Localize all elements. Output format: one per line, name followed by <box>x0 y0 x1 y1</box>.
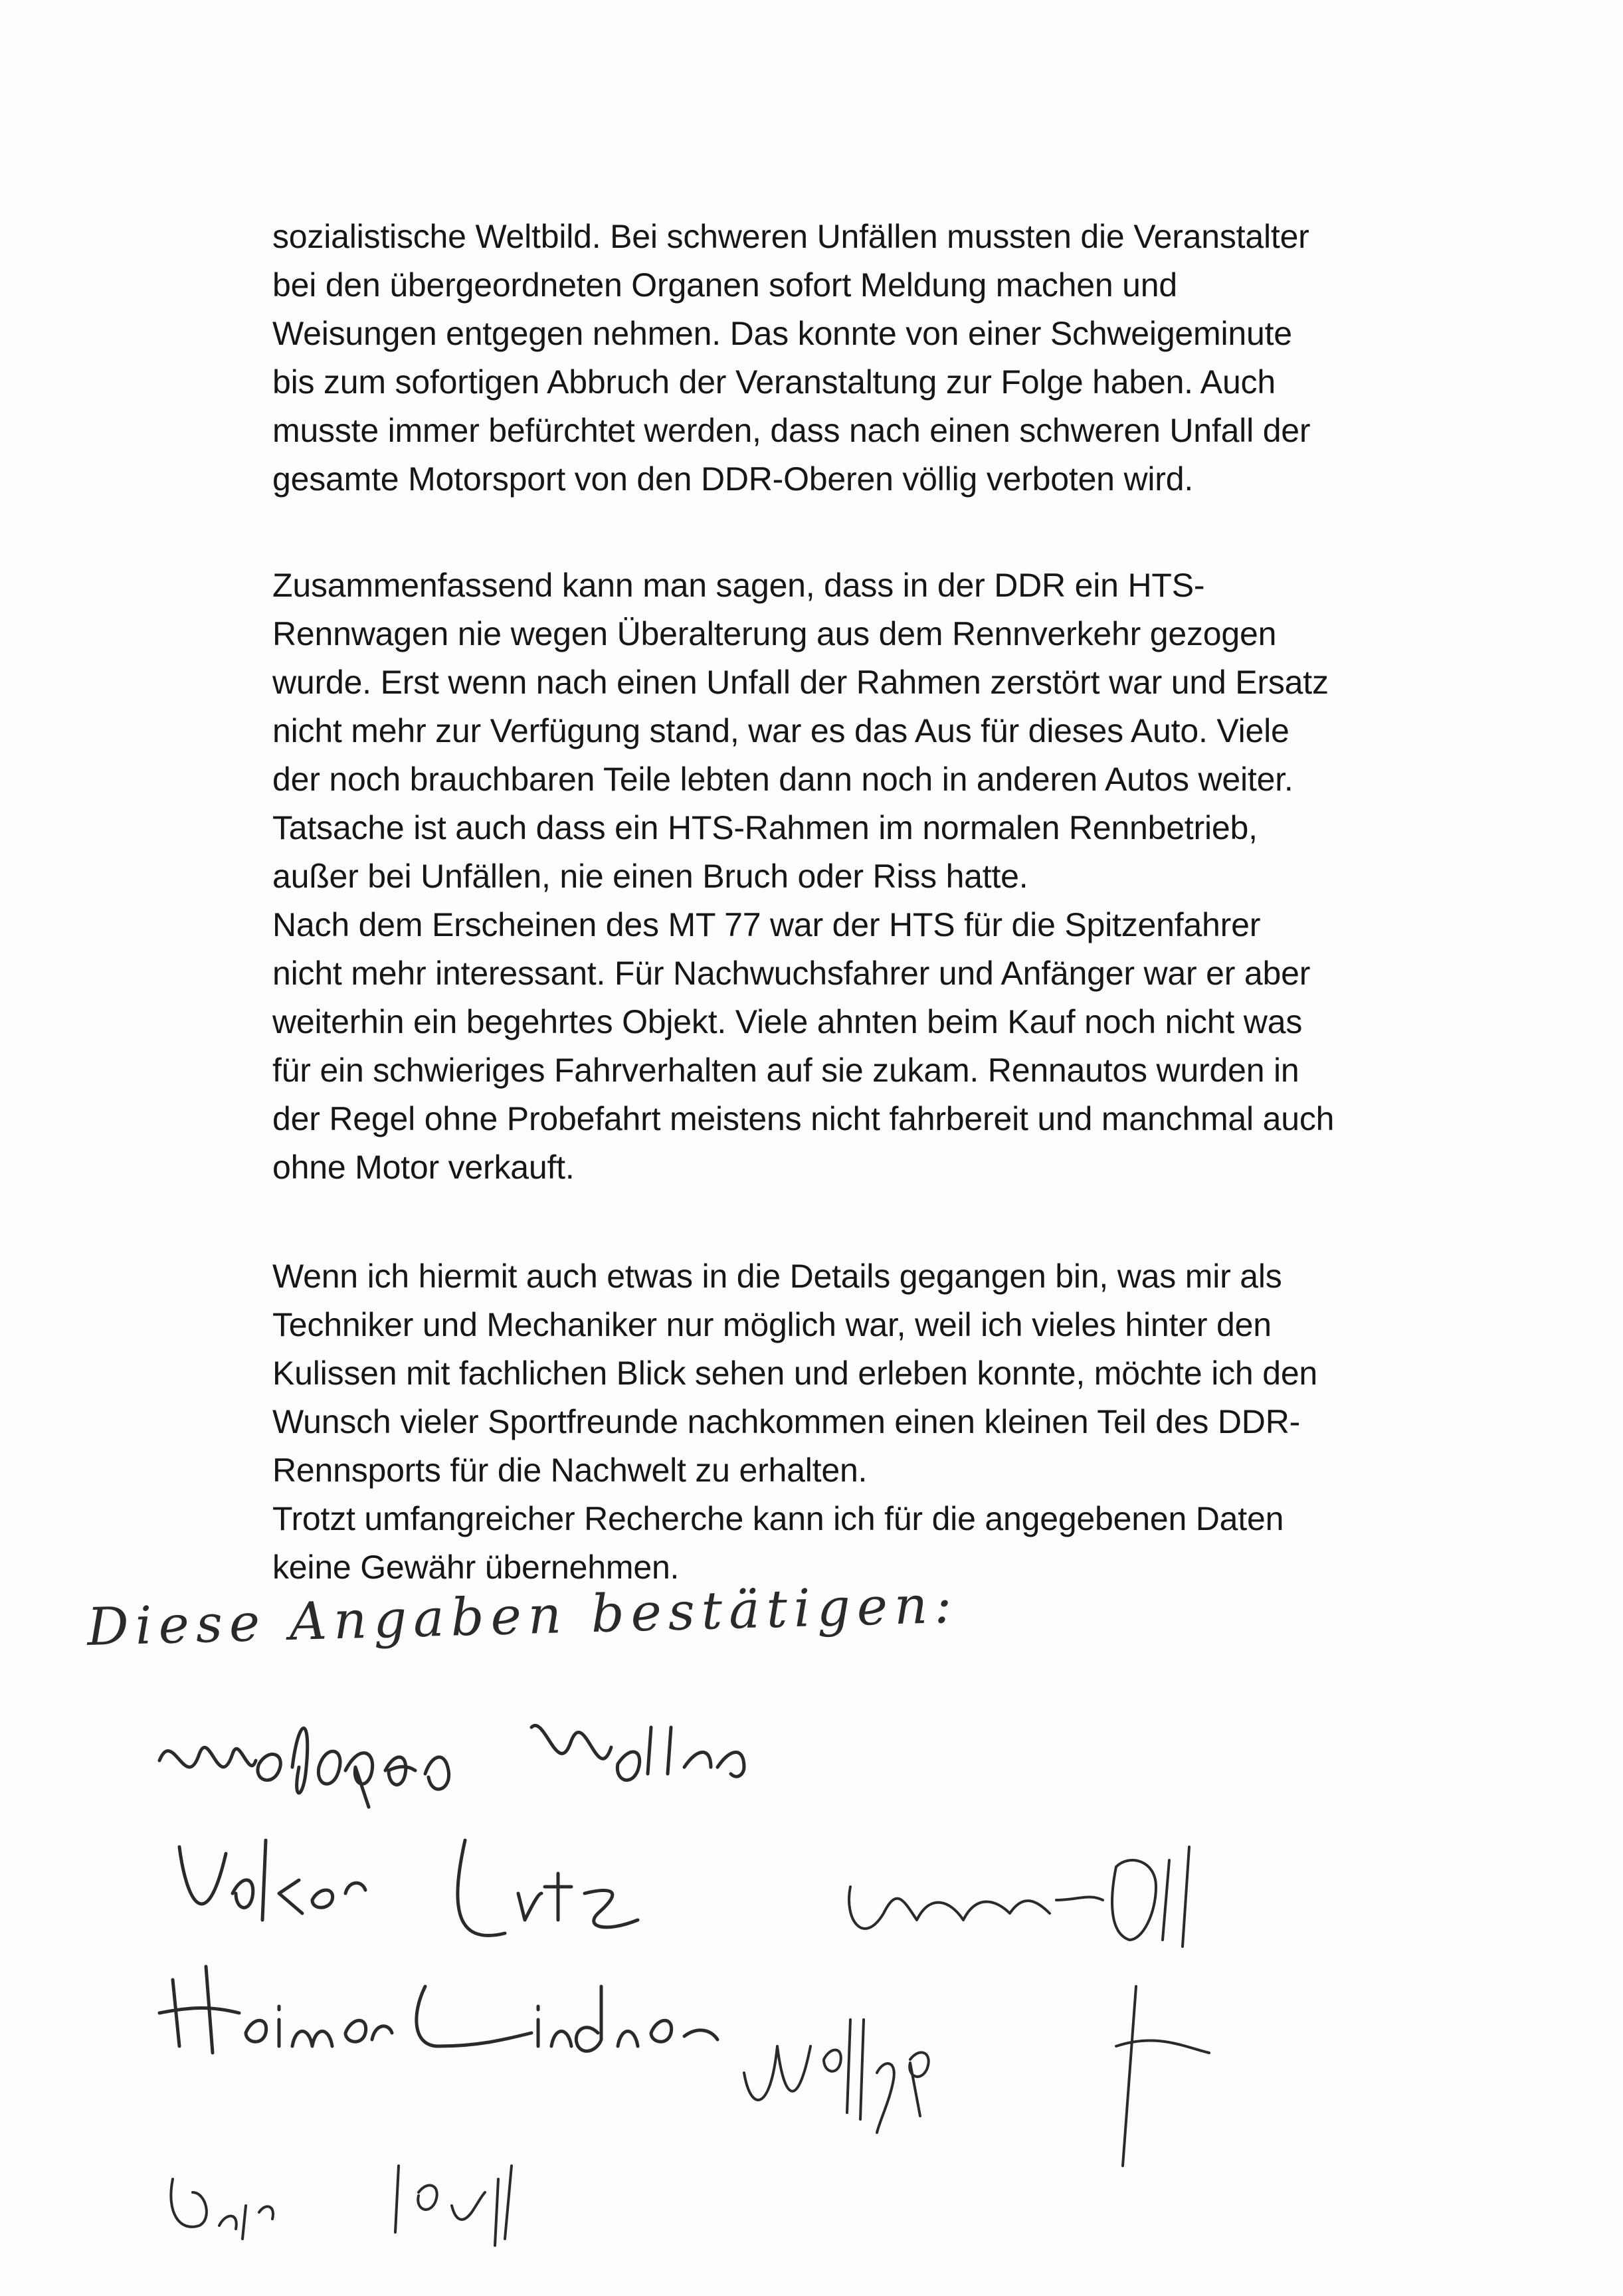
paragraph-line: Weisungen entgegen nehmen. Das konnte von einer Schweigeminute <box>272 315 1292 352</box>
paragraph-line: Rennsports für die Nachwelt zu erhalten. <box>272 1452 868 1489</box>
paragraph-line: nicht mehr interessant. Für Nachwuchsfahrer und Anfänger war er aber <box>272 955 1311 992</box>
paragraph-line: nicht mehr zur Verfügung stand, war es das Aus für dieses Auto. Viele <box>272 712 1289 749</box>
paragraph-line: bis zum sofortigen Abbruch der Veranstaltung zur Folge haben. Auch <box>272 363 1276 401</box>
paragraph-line: gesamte Motorsport von den DDR-Oberen völlig verboten wird. <box>272 460 1194 498</box>
signature-scribble-right <box>849 1847 1189 1947</box>
paragraph-line: ohne Motor verkauft. <box>272 1149 575 1186</box>
paragraph-line: Nach dem Erscheinen des MT 77 war der HTS für die Spitzenfahrer <box>272 906 1261 943</box>
paragraph-line: Zusammenfassend kann man sagen, dass in der DDR ein HTS- <box>272 567 1205 604</box>
paragraph-1 <box>272 213 1535 504</box>
paragraph-line: Wunsch vieler Sportfreunde nachkommen einen kleinen Teil des DDR- <box>272 1403 1301 1440</box>
paragraph-line: Kulissen mit fachlichen Blick sehen und erleben konnte, möchte ich den <box>272 1355 1318 1392</box>
paragraph-line: sozialistische Weltbild. Bei schweren Unfällen mussten die Veranstalter <box>272 218 1309 255</box>
signatures-drawing <box>133 1701 1528 2265</box>
signature-volker-lutz <box>179 1840 638 1935</box>
paragraph-line: außer bei Unfällen, nie einen Bruch oder Riss hatte. <box>272 858 1028 895</box>
signature-heiner-lindner <box>159 1966 717 2053</box>
paragraph-line: wurde. Erst wenn nach einen Unfall der Rahmen zerstört war und Ersatz <box>272 664 1329 701</box>
signature-bottom-left <box>171 2166 512 2246</box>
paragraph-line: für ein schwieriges Fahrverhalten auf sie zukam. Rennautos wurden in <box>272 1052 1299 1089</box>
paragraph-line: der Regel ohne Probefahrt meistens nicht fahrbereit und manchmal auch <box>272 1100 1335 1137</box>
paragraph-line: Techniker und Mechaniker nur möglich war, weil ich vieles hinter den <box>272 1306 1272 1343</box>
signature-wolfgang-wollner <box>159 1725 744 1807</box>
signature-wolfgang-right <box>744 1986 1209 2166</box>
paragraph-line: der noch brauchbaren Teile lebten dann noch in anderen Autos weiter. <box>272 761 1293 798</box>
paragraph-line: bei den übergeordneten Organen sofort Meldung machen und <box>272 266 1177 304</box>
paragraph-line: Tatsache ist auch dass ein HTS-Rahmen im normalen Rennbetrieb, <box>272 809 1258 846</box>
paragraph-3 <box>272 1252 1535 1592</box>
paragraph-line: keine Gewähr übernehmen. <box>272 1549 680 1586</box>
handwritten-confirmation: Diese Angaben bestätigen: <box>86 1575 959 1658</box>
paragraph-2 <box>272 561 1535 1192</box>
paragraph-line: Wenn ich hiermit auch etwas in die Details gegangen bin, was mir als <box>272 1258 1282 1295</box>
paragraph-line: Trotzt umfangreicher Recherche kann ich für die angegebenen Daten <box>272 1500 1284 1537</box>
paragraph-line: musste immer befürchtet werden, dass nach einen schweren Unfall der <box>272 412 1311 449</box>
paragraph-line: weiterhin ein begehrtes Objekt. Viele ahnten beim Kauf noch nicht was <box>272 1003 1303 1040</box>
paragraph-line: Rennwagen nie wegen Überalterung aus dem Rennverkehr gezogen <box>272 615 1277 652</box>
signatures-area <box>133 1701 1528 2265</box>
